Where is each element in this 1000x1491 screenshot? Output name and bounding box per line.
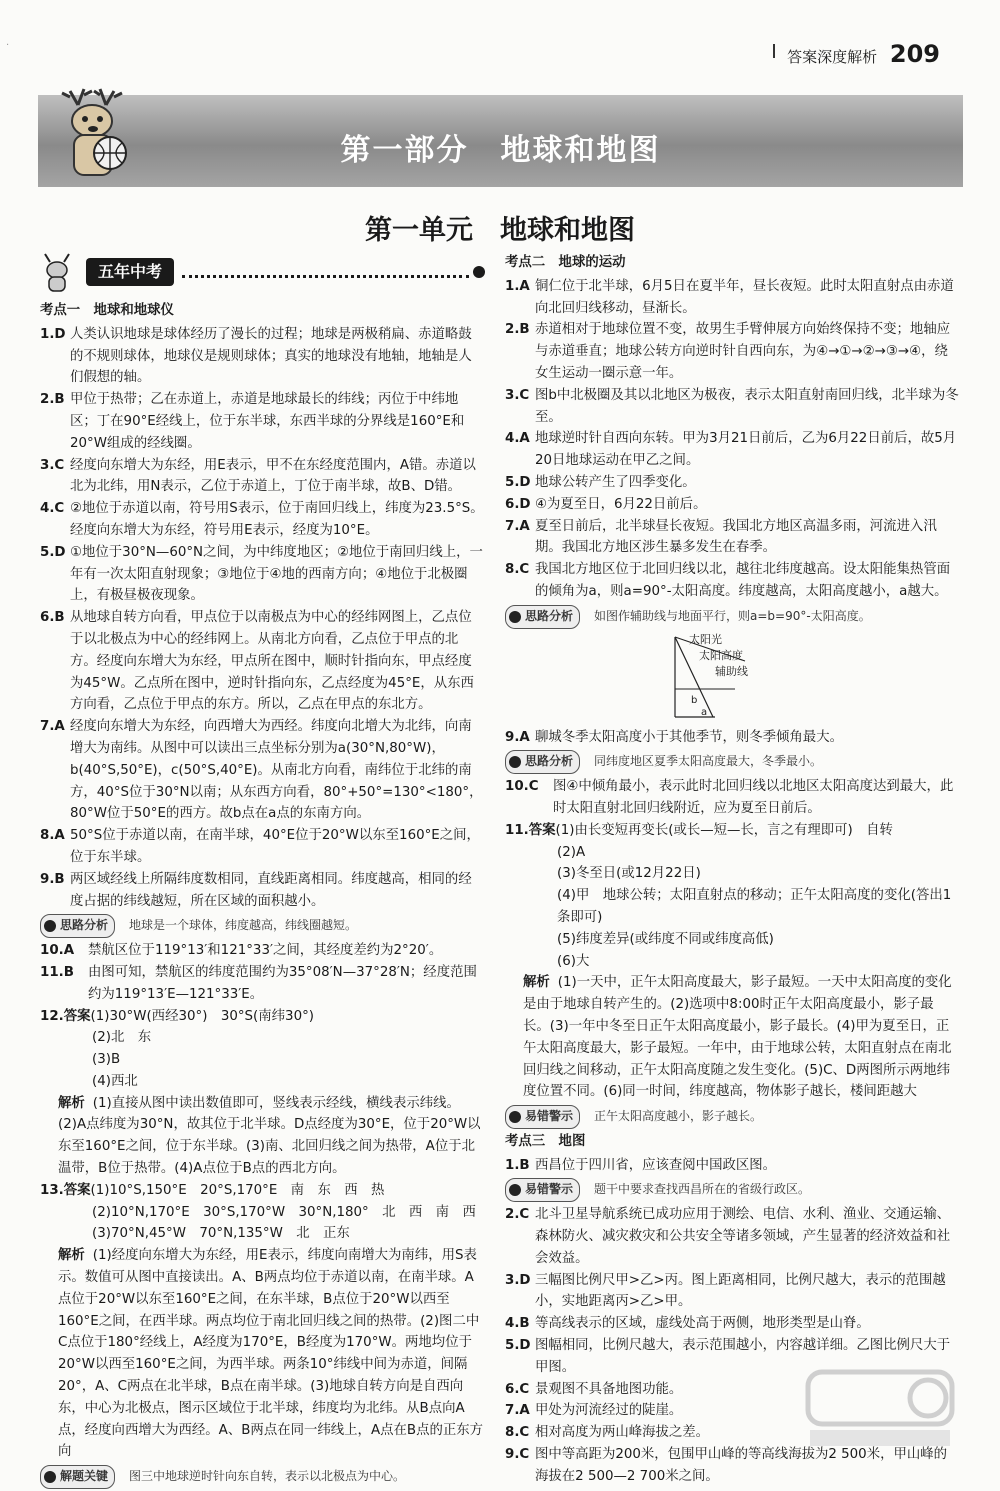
idea-icon	[43, 919, 57, 933]
answer-line: (3)70°N,45°W 70°N,135°W 北 正东	[92, 1226, 350, 1242]
tip-text: 图三中地球逆时针向东自转，表示以北极点为中心。	[129, 1469, 406, 1484]
tip-box	[40, 914, 485, 938]
answer-item: 13.答案 (1)10°S,150°E 20°S,170°E 南 东 西 热	[40, 1182, 385, 1198]
tip-text: 同纬度地区夏季太阳高度最大，冬季最小。	[594, 754, 823, 769]
answer-item: 8.C 我国北方地区位于北回归线以北，越往北纬度越高。设太阳能集热管面的倾角为a，则a=90°-太阳高度。纬度越高，太阳高度越小，a越大。	[505, 562, 951, 599]
tip-tag: 易错警示	[505, 1105, 580, 1129]
tip-box	[40, 1465, 485, 1489]
figure-label-altitude: 太阳高度	[699, 648, 743, 662]
right-column	[505, 250, 960, 1488]
answer-item: 5.D 地球公转产生了四季变化。	[505, 474, 696, 490]
sun-angle-diagram	[655, 631, 805, 723]
answer-item: 10.A 禁航区位于119°13′和121°33′之间，其经度差约为2°20′。	[40, 943, 443, 959]
analysis-block: 解析 (1)直接从图中读出数值即可，竖线表示经线，横线表示纬线。(2)A点纬度为30°N，故其位于北半球。D点经度为30°E，位于20°W以东至160°E之间，位于东半球。(3)南、北回归线之间为热带，A位于北温带，B位于热带。(4)A点位于B点的西北方向。	[58, 1095, 481, 1177]
analysis-block: 解析 (1)一天中，正午太阳高度最大，影子最短。一天中太阳高度的变化是由于地球自转产生的。(2)选项中8:00时正午太阳高度最小，影子最长。(3)一年中冬至日正午太阳高度最小，影子最长。(4)甲为夏至日，正午太阳高度最大，影子最短。一年中，由于地球公转，太阳直射点在南北回归线之间移动，正午太阳高度随之发生变化。(5)C、D两图所示两地纬度位置不同。(6)同一时间，纬度越高，物体影子越长，楼间距越大	[523, 975, 952, 1100]
deer-icon	[40, 252, 74, 292]
answer-line: (3)B	[92, 1052, 121, 1068]
answer-line: (2)北 东	[92, 1030, 152, 1046]
header-label: 答案深度解析	[787, 48, 878, 66]
answer-item: 9.B 两区域经线上所隔纬度数相同，直线距离相同。纬度越高，相同的经度占据的纬线越短，所在区域的面积越小。	[40, 871, 472, 909]
left-column	[40, 250, 485, 1491]
answer-item: 5.D ①地位于30°N—60°N之间，为中纬度地区；②地位于南回归线上，一年有一次太阳直射现象；③地位于④地的西南方向；④地位于北极圈上，有极昼极夜现象。	[40, 544, 483, 604]
answer-item: 9.A 聊城冬季太阳高度小于其他季节，则冬季倾角最大。	[505, 729, 843, 745]
section-heading: 考点二 地球的运动	[505, 255, 626, 270]
tip-box	[505, 750, 960, 774]
idea-icon	[508, 755, 522, 769]
answer-item: 3.D 三幅图比例尺甲>乙>丙。图上距离相同，比例尺越大，表示的范围越小，实地距离丙>乙>甲。	[505, 1272, 946, 1310]
tip-tag: 易错警示	[505, 1178, 580, 1202]
tip-text: 题干中要求查找西昌所在的省级行政区。	[594, 1182, 811, 1197]
answer-item: 11.答案 (1)由长变短再变长(或长—短—长，言之有理即可) 自转	[505, 822, 893, 838]
idea-icon	[508, 610, 522, 624]
answer-item: 1.D 人类认识地球是球体经历了漫长的过程；地球是两极稍扁、赤道略鼓的不规则球体，地球仪是规则球体；真实的地球没有地轴，地轴是人们假想的轴。	[40, 326, 472, 386]
answer-item: 6.B 从地球自转方向看，甲点位于以南极点为中心的经纬网图上，乙点位于以北极点为中心的经纬网上。从南北方向看，乙点位于甲点的北方。经度向东增大为东经，甲点所在图中，顺时针指向东，甲点经度为45°W。乙点所在图中，逆时针指向东，乙点经度为45°E，从东西方向看，乙点位于甲点的东方。所以，乙点在甲点的东北方。	[40, 610, 474, 713]
answer-item: 7.A 甲处为河流经过的陡崖。	[505, 1403, 683, 1419]
answer-item: 8.A 50°S位于赤道以南，在南半球，40°E位于20°W以东至160°E之间，位于东半球。	[40, 828, 480, 865]
section-heading: 考点一 地球和地球仪	[40, 303, 174, 318]
analysis-block: 解析 (1)经度向东增大为东经，用E表示，纬度向南增大为南纬，用S表示。数值可从图中直接读出。A、B两点均位于赤道以南，在南半球。A点位于20°W以东至160°E之间，在东半球，B点位于20°W以西至160°E之间，在西半球。两点均位于南北回归线之间的热带。(2)图二中C点位于180°经线上，A经度为170°E，B经度为170°W。两地均位于20°W以西至160°E之间，为西半球。两条10°纬线中间为赤道，间隔20°，A、C两点在北半球，B点在南半球。(3)地球自转方向是自西向东，中心为北极点，图示区域位于北半球，纬度均为北纬。从B点向A点，经度向西增大为西经。A、B两点在同一纬线上，A点在B点的正东方向	[58, 1248, 484, 1460]
tip-text: 正午太阳高度越小，影子越长。	[594, 1109, 763, 1124]
answer-item: 4.A 地球逆时针自西向东转。甲为3月21日前后，乙为6月22日前后，故5月20日地球运动在甲乙之间。	[505, 431, 957, 469]
section-heading: 考点三 地图	[505, 1133, 586, 1149]
answer-item: 5.D 图幅相同，比例尺越大，表示范围越小，内容越详细。乙图比例尺大于甲图。	[505, 1338, 951, 1375]
answer-item: 3.C 图b中北极圈及其以北地区为极夜，表示太阳直射南回归线，北半球为冬至。	[505, 387, 959, 425]
answer-item: 3.C 经度向东增大为东经，用E表示，甲不在东经度范围内，A错。赤道以北为北纬，用N表示，乙位于赤道上，丁位于南半球，故B、D错。	[40, 457, 476, 495]
tip-box	[505, 1178, 960, 1202]
tip-text: 如图作辅助线与地面平行，则a=b=90°-太阳高度。	[594, 608, 871, 623]
tip-tag: 思路分析	[505, 605, 580, 629]
answer-item: 6.D ④为夏至日，6月22日前后。	[505, 496, 707, 512]
unit-title: 第一单元 地球和地图	[365, 215, 635, 246]
answer-item: 4.B 等高线表示的区域，虚线处高于两侧，地形类型是山脊。	[505, 1316, 870, 1332]
answer-item: 7.A 夏至日前后，北半球昼长夜短。我国北方地区高温多雨，河流进入汛期。我国北方地区涉生暴多发生在春季。	[505, 518, 937, 556]
page-header	[787, 40, 940, 68]
answer-item: 9.C 图中等高距为200米，包围甲山峰的等高线海拔为2 500米，甲山峰的海拔在2 500—2 700米之间。	[505, 1447, 948, 1484]
tip-box	[505, 1105, 960, 1129]
dot-end-icon	[473, 266, 485, 278]
answer-line: (4)西北	[92, 1073, 138, 1089]
answer-line: (2)A	[557, 844, 586, 860]
answer-line: (5)纬度差异(或纬度不同或纬度高低)	[557, 931, 774, 947]
part-banner	[38, 95, 963, 187]
page-number: 209	[889, 40, 940, 68]
answer-item: 2.C 北斗卫星导航系统已成功应用于测绘、电信、水利、渔业、交通运输、森林防火、减灾救灾和公共安全等诸多领域，产生显著的经济效益和社会效益。	[505, 1207, 951, 1266]
figure-label-a: a	[701, 706, 708, 718]
sun-angle-figure	[505, 631, 960, 723]
answer-item: 12.答案 (1)30°W(西经30°) 30°S(南纬30°)	[40, 1008, 315, 1024]
tip-tag: 思路分析	[40, 914, 115, 938]
answer-item: 4.C ②地位于赤道以南，符号用S表示，位于南回归线上，纬度为23.5°S。经度向东增大为东经，符号用E表示，经度为10°E。	[40, 501, 484, 538]
answer-line: (4)甲 地球公转；太阳直射点的移动；正午太阳高度的变化(答出1条即可)	[557, 888, 952, 925]
answer-line: (6)大	[557, 953, 590, 969]
answer-item: 2.B 赤道相对于地球位置不变，故男生手臂伸展方向始终保持不变；地轴应与赤道垂直；地球公转方向逆时针自西向东，为④→①→②→③→④，绕女生运动一圈示意一年。	[505, 322, 951, 381]
dotted-rule	[182, 267, 469, 278]
answer-item: 8.C 相对高度为两山峰海拔之差。	[505, 1425, 710, 1441]
answer-item: 1.A 铜仁位于北半球，6月5日在夏半年，昼长夜短。此时太阳直射点由赤道向北回归线移动，昼渐长。	[505, 278, 954, 316]
figure-label-b: b	[691, 694, 698, 706]
figure-label-sun: 太阳光	[689, 632, 722, 646]
section-badge	[40, 250, 485, 294]
answer-item: 11.B 由图可知，禁航区的纬度范围约为35°08′N—37°28′N；经度范围约为119°13′E—121°33′E。	[40, 964, 477, 1002]
figure-label-aux: 辅助线	[715, 664, 748, 678]
answer-item: 6.C 景观图不具备地图功能。	[505, 1381, 683, 1397]
part-title: 第一部分 地球和地图	[340, 133, 661, 168]
tip-box	[505, 605, 960, 629]
warning-icon	[508, 1110, 522, 1124]
tip-tag: 解题关键	[40, 1465, 115, 1489]
answer-item: 2.B 甲位于热带；乙在赤道上，赤道是地球最长的纬线；丙位于中纬地区；丁在90°E经线上，位于东半球，东西半球的分界线是160°E和20°W组成的经线圈。	[40, 392, 465, 451]
badge-label: 五年中考	[86, 258, 174, 286]
answer-item: 7.A 经度向东增大为东经，向西增大为西经。纬度向北增大为北纬，向南增大为南纬。从图中可以读出三点坐标分别为a(30°N,80°W)，b(40°S,50°E)，c(50°S,40°E)。从南北方向看，南纬位于北纬的南方，40°S位于30°N以南；从东西方向看，80°+50°=130°<180°，80°W位于50°E的西方。故b点在a点的东南方向。	[40, 719, 483, 822]
header-mark	[767, 44, 775, 58]
watermark-logo	[800, 1366, 960, 1452]
scan-edge: ·	[6, 40, 10, 51]
key-icon	[43, 1470, 57, 1484]
answer-item: 10.C 图④中倾角最小，表示此时北回归线以北地区太阳高度达到最大，此时太阳直射北回归线附近，应为夏至日前后。	[505, 779, 954, 816]
tip-text: 地球是一个球体，纬度越高，纬线圈越短。	[129, 918, 358, 933]
answer-item: 1.B 西昌位于四川省，应该查阅中国政区图。	[505, 1157, 777, 1173]
tip-tag: 思路分析	[505, 750, 580, 774]
answer-line: (3)冬至日(或12月22日)	[557, 866, 701, 882]
warning-icon	[508, 1183, 522, 1197]
answer-line: (2)10°N,170°E 30°S,170°W 30°N,180° 北 西 南 西	[92, 1204, 476, 1220]
